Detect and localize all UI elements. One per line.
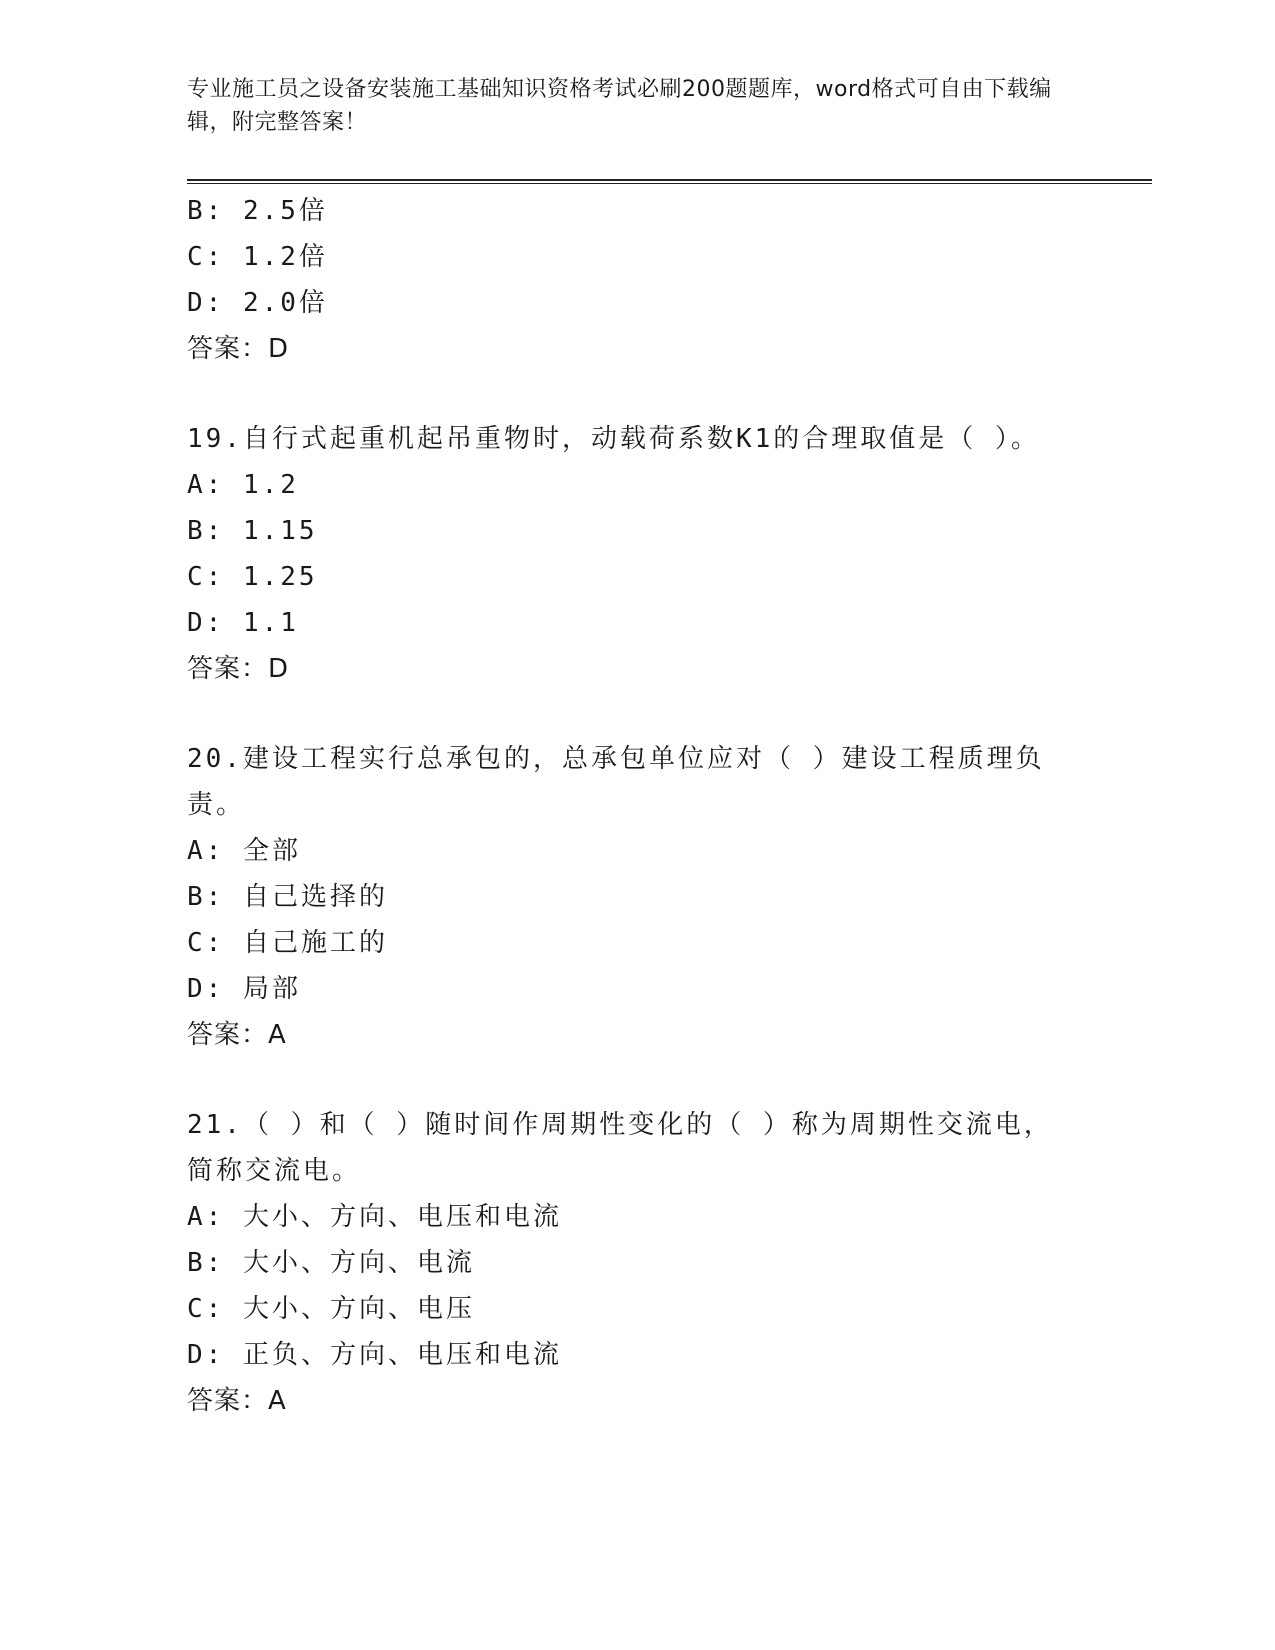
option-c: C: 1.2倍 xyxy=(187,242,328,272)
option-d: D: 2.0倍 xyxy=(187,288,328,318)
question-list xyxy=(187,188,1067,1424)
option-c: C: 大小、方向、电压 xyxy=(187,1294,475,1324)
answer-label: 答案：D xyxy=(187,334,290,364)
option-a: A: 大小、方向、电压和电流 xyxy=(187,1202,562,1232)
question-18-continued xyxy=(187,188,1067,372)
document-header-title: 专业施工员之设备安装施工基础知识资格考试必刷200题题库，word格式可自由下载编辑，附完整答案！ xyxy=(187,77,1052,135)
option-d: D: 局部 xyxy=(187,974,301,1004)
question-20 xyxy=(187,736,1067,1058)
option-d: D: 1.1 xyxy=(187,608,299,638)
question-text: 19.自行式起重机起吊重物时，动载荷系数K1的合理取值是（ ）。 xyxy=(187,424,1040,454)
question-text: 20.建设工程实行总承包的，总承包单位应对（ ）建设工程质理负责。 xyxy=(187,744,1045,820)
option-b: B: 1.15 xyxy=(187,516,318,546)
option-a: A: 全部 xyxy=(187,836,301,866)
answer-label: 答案：D xyxy=(187,654,290,684)
option-c: C: 1.25 xyxy=(187,562,318,592)
option-d: D: 正负、方向、电压和电流 xyxy=(187,1340,562,1370)
option-c: C: 自己施工的 xyxy=(187,928,388,958)
question-text: 21.（ ）和（ ）随时间作周期性变化的（ ）称为周期性交流电，简称交流电。 xyxy=(187,1110,1053,1186)
answer-label: 答案：A xyxy=(187,1020,287,1050)
option-a: A: 1.2 xyxy=(187,470,299,500)
question-19 xyxy=(187,416,1067,692)
option-b: B: 自己选择的 xyxy=(187,882,388,912)
option-b: B: 2.5倍 xyxy=(187,196,328,226)
question-21 xyxy=(187,1102,1067,1424)
option-b: B: 大小、方向、电流 xyxy=(187,1248,475,1278)
answer-label: 答案：A xyxy=(187,1386,287,1416)
header-divider xyxy=(187,179,1152,184)
